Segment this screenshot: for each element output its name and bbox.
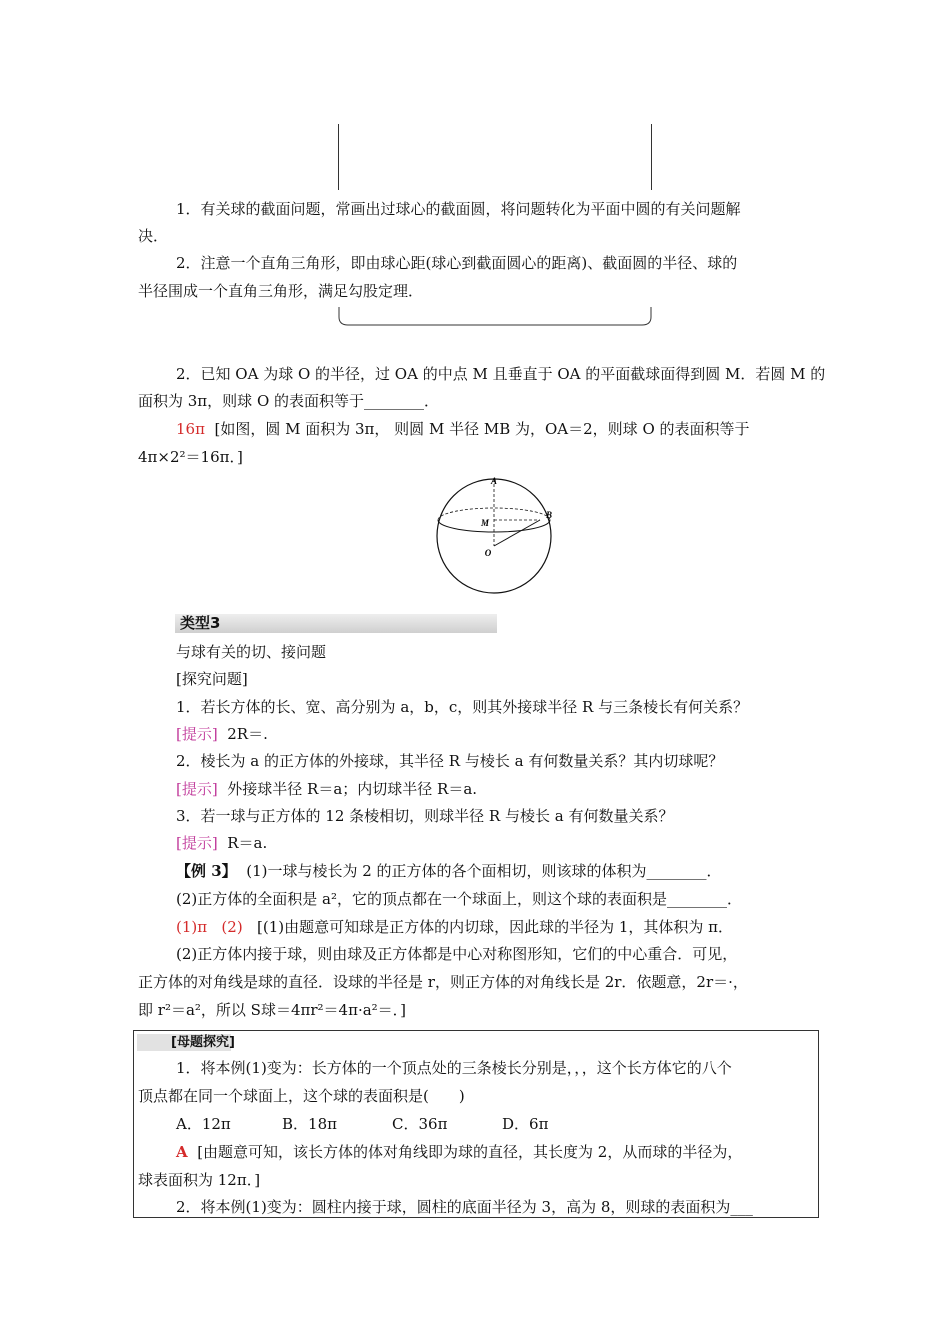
mother-question-1b: 顶点都在同一个球面上，这个球的表面积是( ) [138, 1087, 465, 1105]
mother-answer: A [176, 1143, 188, 1161]
problem2-explanation-1 [176, 419, 750, 439]
problem2-answer: 16π [176, 420, 205, 438]
figure-label-b: B [545, 510, 553, 520]
example-answer-1: (1)π [176, 918, 208, 936]
mother-question-1a: 1．将本例(1)变为：长方体的一个顶点处的三条棱长分别是，，，这个长方体它的八个 [176, 1059, 732, 1077]
figure-label-o: O [484, 548, 492, 558]
example-answer-2: (2) [221, 918, 243, 936]
explore-question-2: 2．棱长为 a 的正方体的外接球，其半径 R 与棱长 a 有何数量关系？其内切球呢？ [176, 752, 724, 770]
mother-solution-2: 球表面积为 12π．] [138, 1171, 261, 1189]
section-tag: 类型3 [180, 614, 221, 632]
mother-tag: [母题探究] [171, 1035, 235, 1050]
explore-hint-3 [176, 833, 267, 853]
hint-tag: [提示] [176, 780, 218, 798]
option-a: A．12π [176, 1115, 231, 1133]
hint-text: 2R＝. [227, 725, 268, 743]
tip-line-2: 决． [138, 227, 169, 245]
mother-question-2: 2．将本例(1)变为：圆柱内接于球，圆柱的底面半径为 3，高为 8，则球的表面积为___ [176, 1198, 753, 1216]
example-tag: 【例 3】 [176, 862, 237, 880]
tip-line-4: 半径围成一个直角三角形，满足勾股定理． [138, 282, 424, 300]
example3-solution-3: 正方体的对角线是球的直径．设球的半径是 r，则正方体的对角线长是 2r．依题意，2r＝·， [138, 973, 748, 991]
section-tag-bar [175, 614, 497, 633]
example3-problem-1 [176, 861, 722, 881]
figure-label-m: M [480, 518, 490, 528]
tips-left-bar [338, 124, 339, 190]
tips-right-bar [651, 124, 652, 190]
example-solution-text: [(1)由题意可知球是正方体的内切球，因此球的半径为 1，其体积为 π． [256, 918, 734, 936]
problem2-explanation-2: 4π×2²＝16π．] [138, 448, 243, 466]
hint-text: R＝a. [227, 834, 268, 852]
example-text: (1)一球与棱长为 2 的正方体的各个面相切，则该球的体积为________． [246, 862, 722, 880]
problem2-explanation-text: [如图，圆 M 面积为 3π， 则圆 M 半径 MB 为，OA＝2，则球 O 的表面积等于 [214, 420, 750, 438]
explore-hint-2 [176, 779, 477, 799]
figure-label-a: A [490, 476, 498, 486]
explore-question-3: 3．若一球与正方体的 12 条棱相切，则球半径 R 与棱长 a 有何数量关系？ [176, 807, 674, 825]
explore-heading: [探究问题] [176, 670, 248, 688]
section-title: 与球有关的切、接问题 [176, 643, 327, 661]
hint-tag: [提示] [176, 834, 218, 852]
explore-hint-1 [176, 724, 268, 744]
option-c: C．36π [392, 1115, 448, 1133]
explore-question-1: 1．若长方体的长、宽、高分别为 a，b，c，则其外接球半径 R 与三条棱长有何关系？ [176, 698, 749, 716]
mother-options [176, 1114, 548, 1134]
example3-solution-2: (2)正方体内接于球，则由球及正方体都是中心对称图形知，它们的中心重合．可见， [176, 945, 738, 963]
problem2-line-2: 面积为 3π，则球 O 的表面积等于________． [138, 392, 440, 410]
example3-solution-1 [176, 917, 733, 937]
problem2-line-1: 2．已知 OA 为球 O 的半径，过 OA 的中点 M 且垂直于 OA 的平面截球面得到圆 M．若圆 M 的 [176, 365, 826, 383]
tips-bottom-bracket [330, 305, 660, 329]
example3-problem-2: (2)正方体的全面积是 a²，它的顶点都在一个球面上，则这个球的表面积是________． [176, 890, 742, 908]
mother-solution-1 [176, 1142, 742, 1162]
option-d: D．6π [502, 1115, 549, 1133]
example3-solution-4: 即 r²＝a²，所以 S球＝4πr²＝4π·a²＝．] [138, 1001, 407, 1019]
hint-text: 外接球半径 R＝a；内切球半径 R＝a. [227, 780, 478, 798]
mother-solution-text: [由题意可知，该长方体的体对角线即为球的直径，其长度为 2，从而球的半径为， [197, 1143, 743, 1161]
option-b: B．18π [282, 1115, 337, 1133]
tip-line-3: 2．注意一个直角三角形，即由球心距(球心到截面圆心的距离)、截面圆的半径、球的 [176, 254, 738, 272]
sphere-figure [430, 470, 560, 600]
tip-line-1: 1．有关球的截面问题，常画出过球心的截面圆，将问题转化为平面中圆的有关问题解 [176, 200, 741, 218]
hint-tag: [提示] [176, 725, 218, 743]
